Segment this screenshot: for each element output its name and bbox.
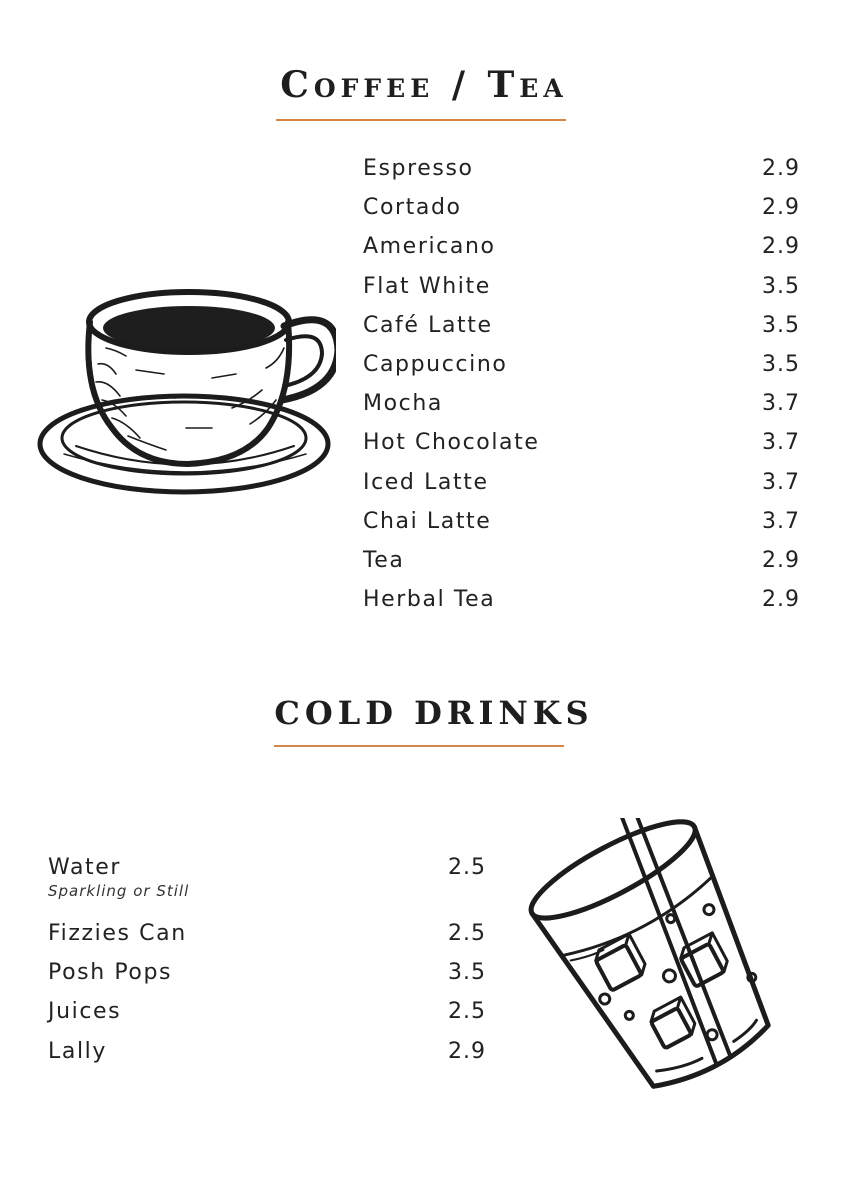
- item-price: 2.5: [448, 999, 486, 1025]
- list-item: [363, 313, 800, 352]
- list-item: [363, 391, 800, 430]
- iced-drink-icon: [515, 818, 810, 1103]
- item-price: 3.5: [448, 960, 486, 986]
- item-price: 2.9: [762, 234, 800, 260]
- item-price: 3.5: [762, 312, 800, 338]
- item-name: Herbal Tea: [363, 587, 496, 613]
- list-item: [48, 1039, 486, 1078]
- item-name: Hot Chocolate: [363, 430, 540, 456]
- item-price: 2.5: [448, 855, 486, 880]
- cold-title-divider: [274, 745, 564, 747]
- item-price: 2.9: [448, 1038, 486, 1064]
- coffee-tea-list: [363, 156, 800, 626]
- coffee-tea-title: Coffee / Tea: [280, 64, 568, 106]
- item-name: Espresso: [363, 156, 474, 181]
- list-item: [363, 509, 800, 548]
- item-price: 3.7: [762, 508, 800, 534]
- list-item: [363, 352, 800, 391]
- list-item: [363, 430, 800, 469]
- list-item: [363, 470, 800, 509]
- item-price: 2.9: [762, 195, 800, 221]
- item-price: 3.5: [762, 273, 800, 299]
- list-item: [363, 234, 800, 273]
- list-item: [363, 548, 800, 587]
- list-item: [48, 960, 486, 999]
- item-name: Lally: [48, 1038, 107, 1064]
- item-name: Flat White: [363, 273, 491, 299]
- list-item: [48, 999, 486, 1038]
- list-item: [363, 156, 800, 195]
- item-price: 2.9: [762, 547, 800, 573]
- list-item: [48, 855, 486, 921]
- item-name: Mocha: [363, 391, 443, 417]
- item-price: 3.7: [762, 469, 800, 495]
- item-name: Fizzies Can: [48, 921, 187, 946]
- item-name: Posh Pops: [48, 960, 173, 986]
- item-name: Chai Latte: [363, 508, 492, 534]
- item-name: Americano: [363, 234, 496, 260]
- item-note: Sparkling or Still: [48, 882, 190, 900]
- cold-drinks-list: [48, 855, 486, 1078]
- item-price: 3.7: [762, 391, 800, 417]
- coffee-cup-icon: [36, 278, 336, 500]
- item-price: 3.5: [762, 351, 800, 377]
- coffee-title-divider: [276, 119, 566, 121]
- item-price: 2.9: [762, 156, 800, 181]
- item-price: 2.5: [448, 921, 486, 946]
- item-name: Café Latte: [363, 312, 493, 338]
- cold-drinks-title: COLD DRINKS: [274, 694, 594, 732]
- item-name: Tea: [363, 547, 405, 573]
- item-price: 3.7: [762, 430, 800, 456]
- list-item: [363, 587, 800, 626]
- item-price: 2.9: [762, 587, 800, 613]
- item-name: Cortado: [363, 195, 462, 221]
- item-name: Iced Latte: [363, 469, 489, 495]
- list-item: [363, 274, 800, 313]
- item-name: Juices: [48, 999, 122, 1025]
- item-name: Cappuccino: [363, 351, 508, 377]
- item-name: Water: [48, 855, 122, 880]
- list-item: [363, 195, 800, 234]
- list-item: [48, 921, 486, 960]
